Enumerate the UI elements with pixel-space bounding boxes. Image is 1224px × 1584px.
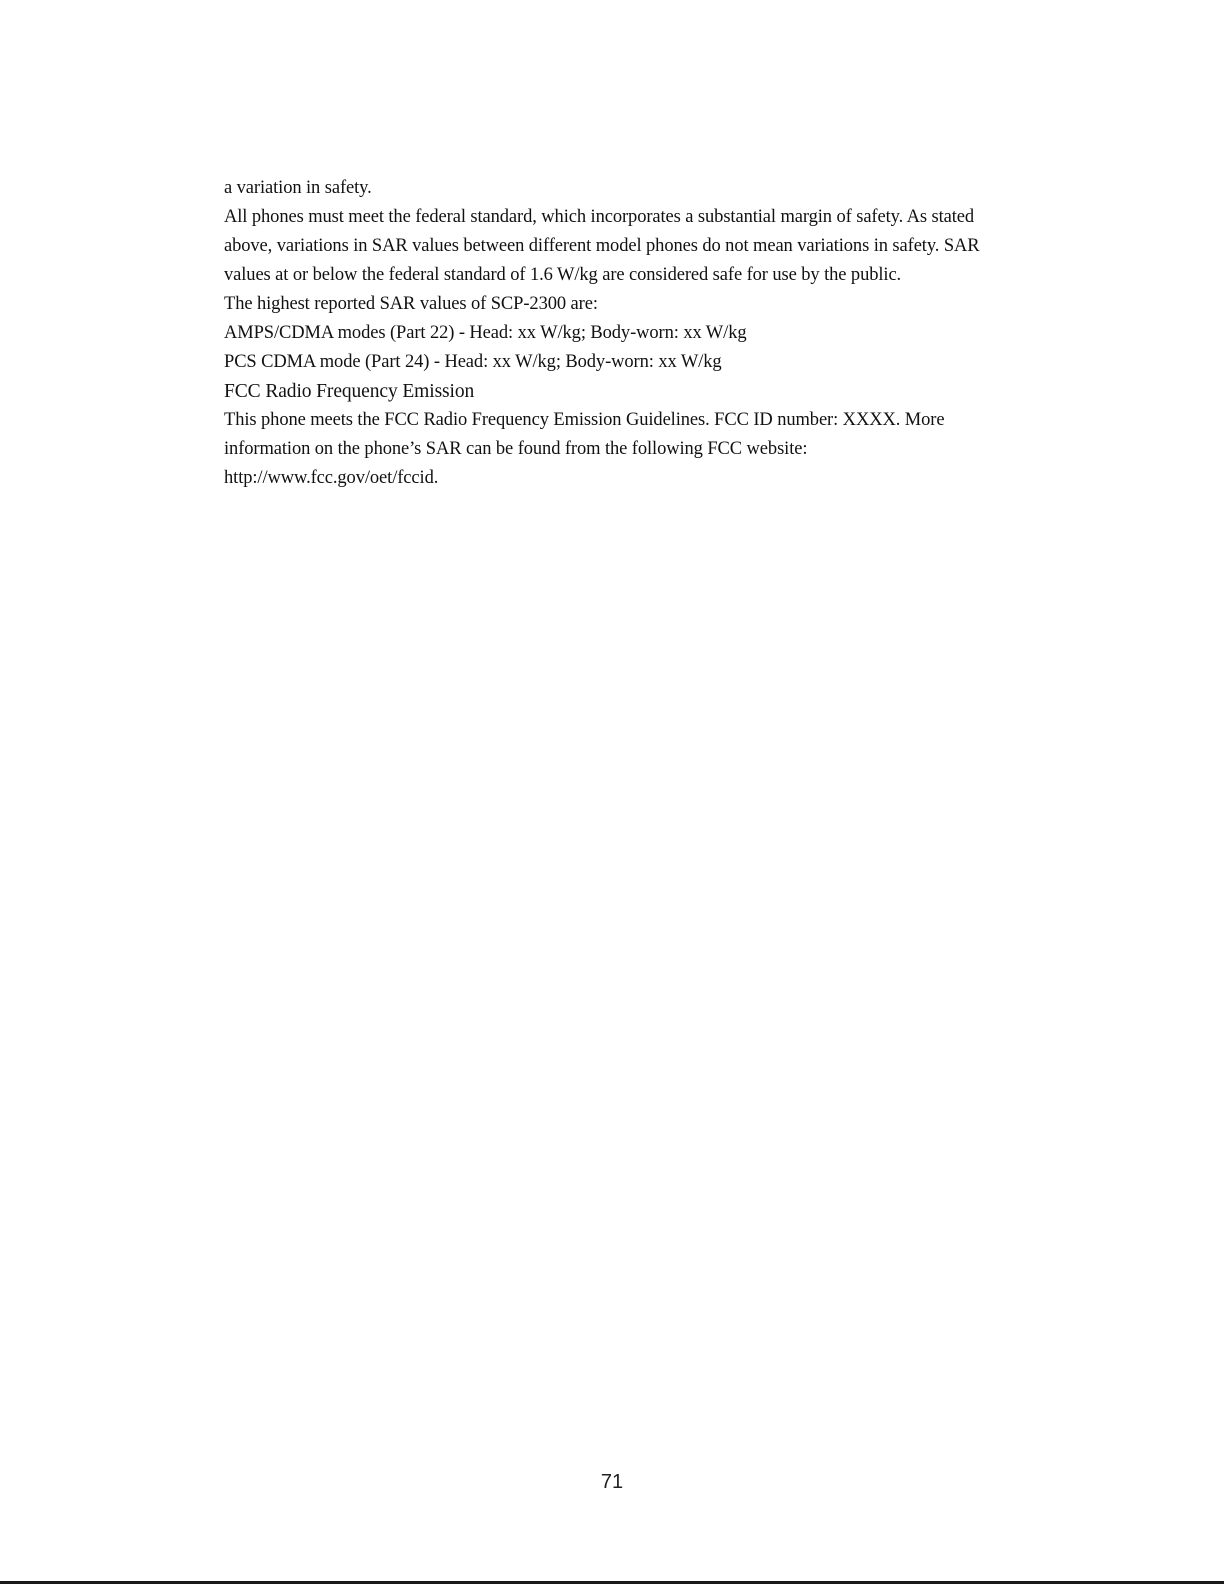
paragraph-federal-standard: All phones must meet the federal standard, which incorporates a substantial margin of safety. As stated above, variations in SAR values between different model phones do not mean variations in safety. SAR values at or below the federal standard of 1.6 W/kg are considered safe for use by the public. (224, 207, 980, 285)
section-heading-fcc-emission: FCC Radio Frequency Emission (224, 381, 475, 402)
paragraph-safety-variation: a variation in safety. (224, 178, 372, 198)
paragraph-pcs-cdma-sar: PCS CDMA mode (Part 24) - Head: xx W/kg; Body-worn: xx W/kg (224, 352, 722, 372)
paragraph-highest-sar-intro: The highest reported SAR values of SCP-2300 are: (224, 294, 598, 314)
paragraph-amps-cdma-sar: AMPS/CDMA modes (Part 22) - Head: xx W/kg; Body-worn: xx W/kg (224, 323, 747, 343)
paragraph-fcc-guidelines: This phone meets the FCC Radio Frequency Emission Guidelines. FCC ID number: XXXX. More information on the phone’s SAR can be found from the following FCC website: http://www.fcc.gov/oet/fccid. (224, 410, 945, 488)
page-number: 71 (600, 1471, 624, 1493)
body-text (224, 174, 1014, 493)
